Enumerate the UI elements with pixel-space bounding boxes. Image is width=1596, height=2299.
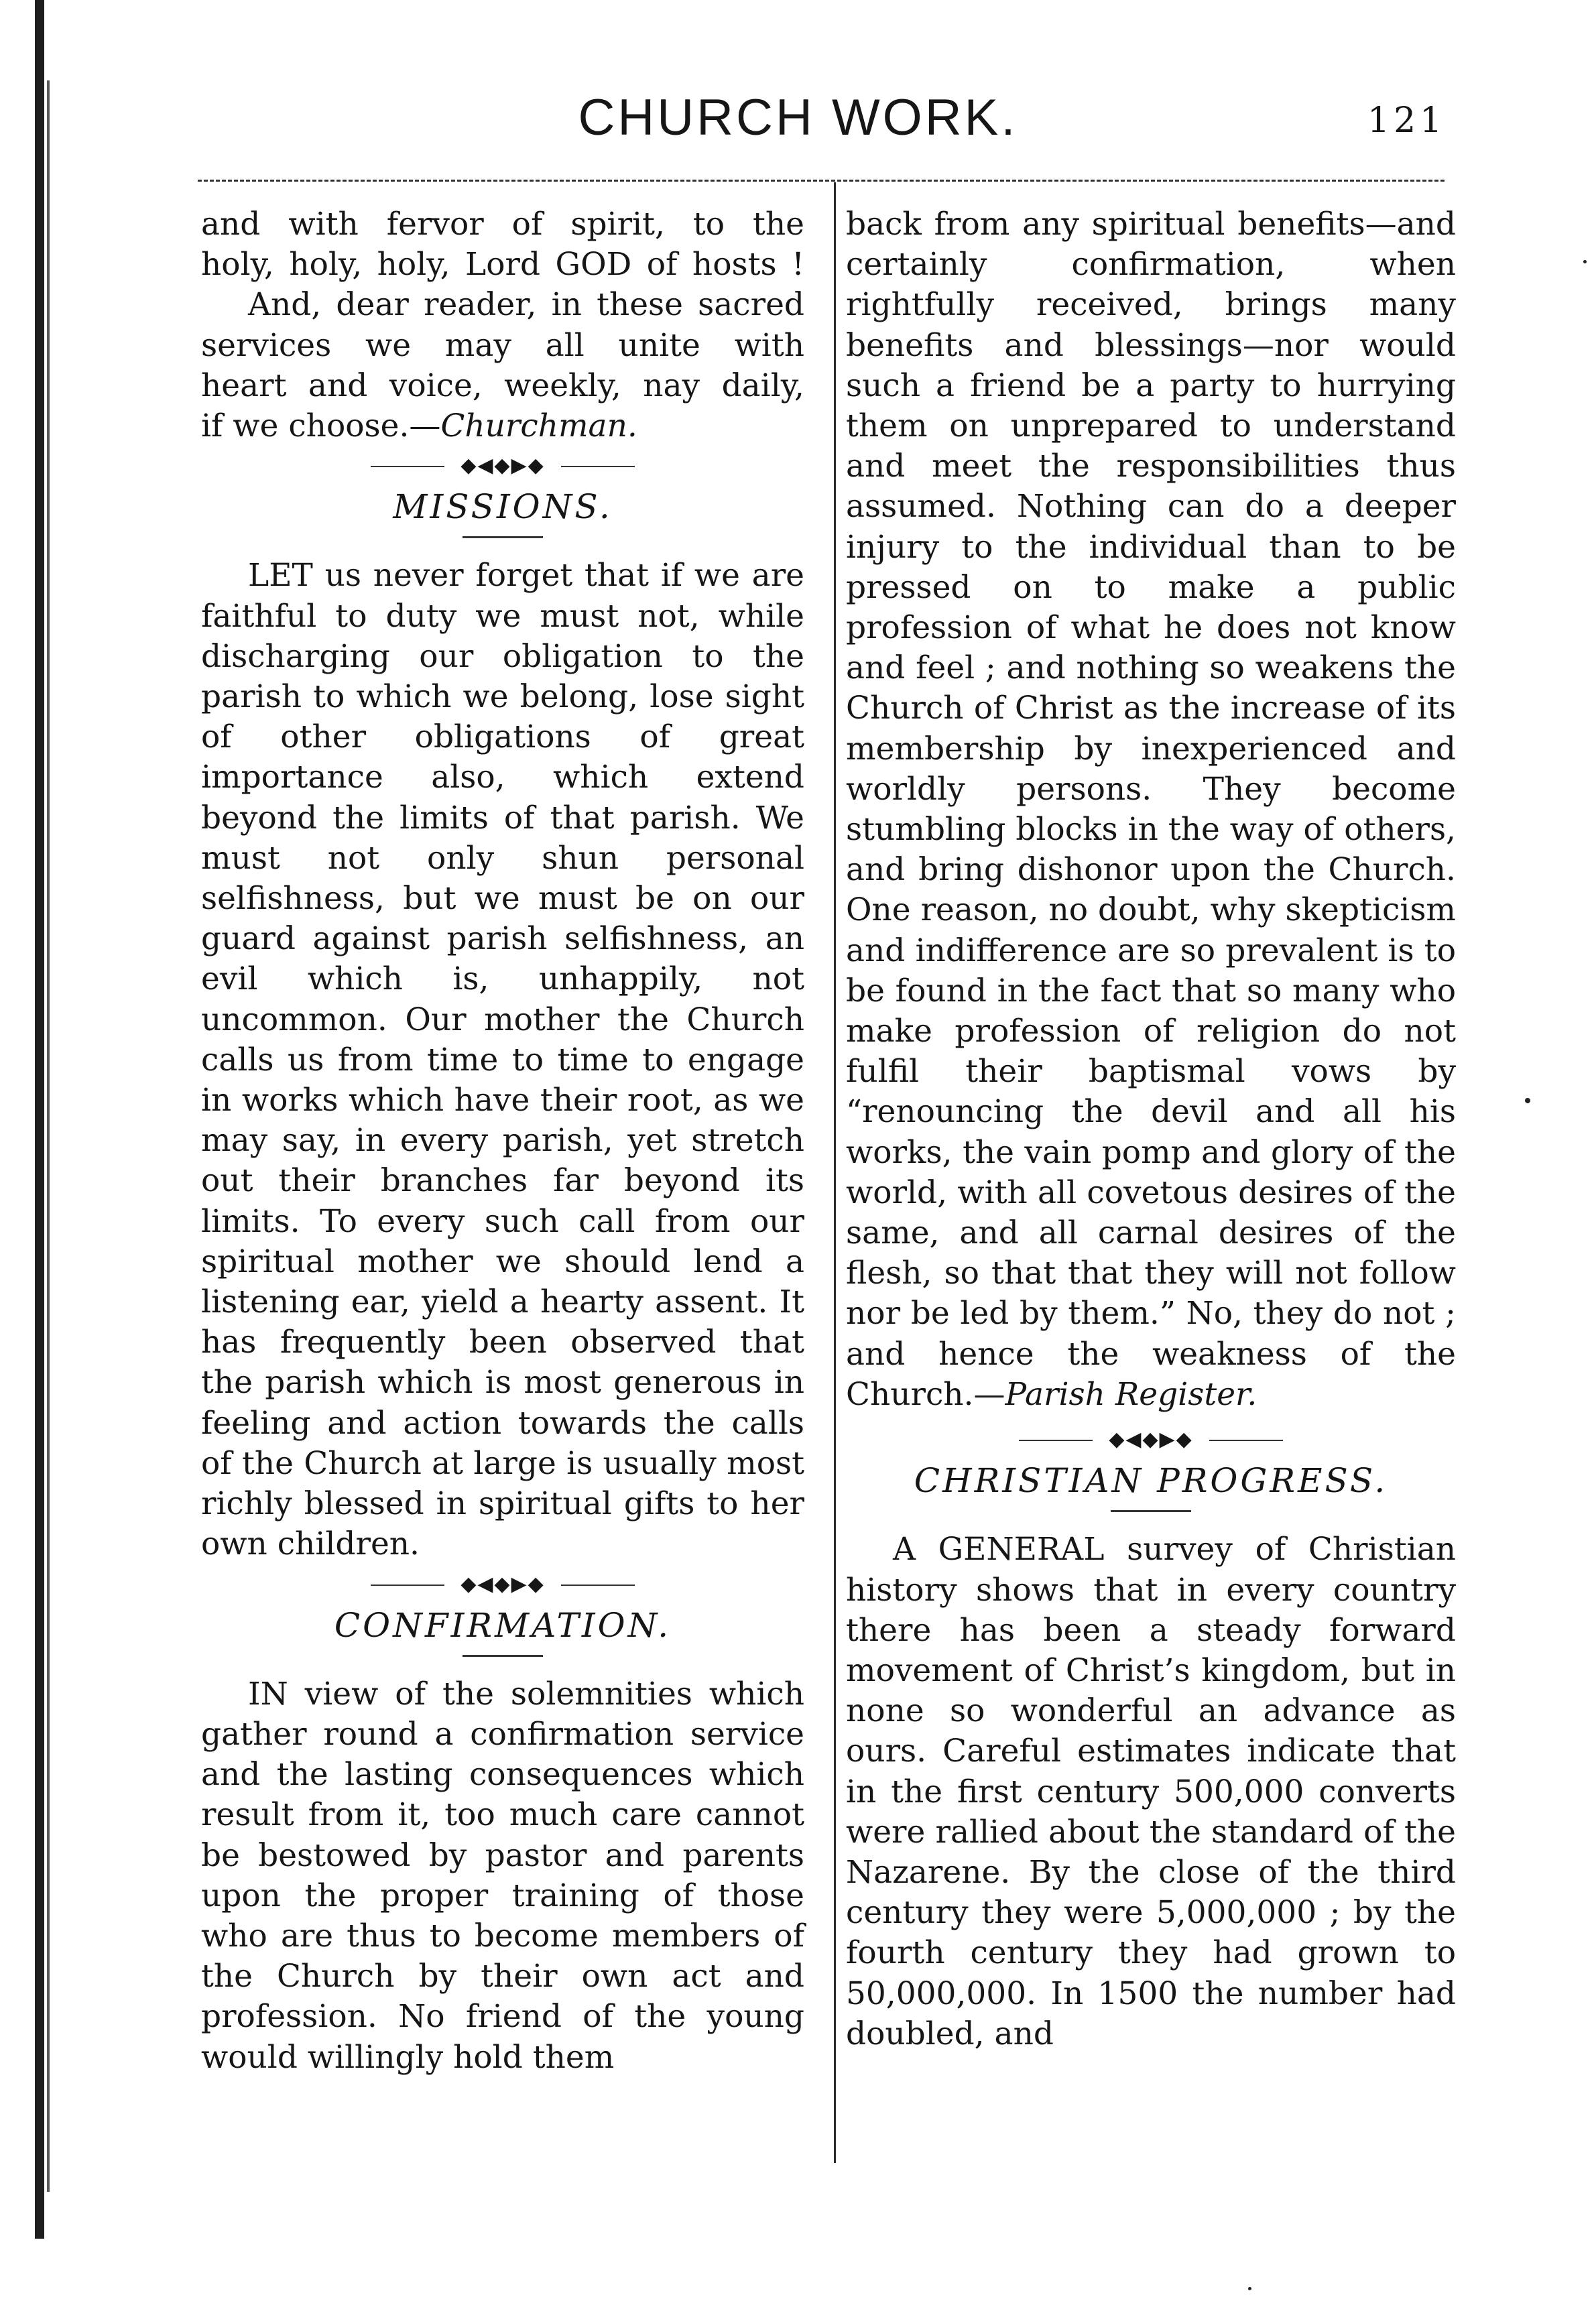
ink-speck (1525, 1098, 1530, 1103)
drop-word: LET (248, 557, 313, 595)
heading-rule (463, 1655, 543, 1657)
binding-edge (35, 0, 44, 2239)
ink-speck (1248, 2287, 1251, 2290)
intro-line: heart and voice, weekly, nay daily, (201, 367, 804, 404)
source-credit: Churchman. (440, 408, 637, 445)
missions-heading: MISSIONS. (393, 487, 613, 527)
drop-word: IN (248, 1675, 288, 1713)
page-number: 121 (1367, 101, 1447, 141)
intro-line: if we choose.— (201, 408, 441, 445)
drop-word: A GENERAL (893, 1531, 1105, 1568)
binding-shadow (47, 80, 50, 2192)
intro-line: and with fervor of spirit, to the (201, 206, 804, 243)
ornament-glyphs: ◆◀◆▶◆ (461, 454, 545, 478)
section-ornament (201, 1569, 804, 1600)
confirmation-continuation (846, 204, 1456, 1415)
header-rule (198, 180, 1445, 182)
column-divider (834, 182, 836, 2163)
intro-line: And, dear reader, in these sacred (248, 286, 804, 324)
heading-rule (463, 536, 543, 538)
missions-text: us never forget that if we are faithful to duty we must not, while discharging our obligation to the parish to which we belong, lose sight of other obligations of great importance also, which extend beyond the limits of that parish. We must not only shun personal selfishness, but we must be on our guard against parish selfishness, an evil which is, unhappily, not uncommon. Our mother the Church calls us from time to time to engage in works which have their root, as we may say, in every parish, yet stretch out their branches far beyond its limits. To every such call from our spiritual mother we should lend a listening ear, yield a hearty assent. It has frequently been observed that the parish which is most generous in feeling and action towards the calls of the Church at large is usually most richly blessed in spiritual gifts to her own children. (201, 557, 804, 1563)
missions-paragraph (201, 556, 804, 1564)
running-head: CHURCH WORK. (578, 89, 1018, 146)
section-ornament (846, 1424, 1456, 1455)
left-column (201, 204, 804, 2078)
confirmation-paragraph (201, 1674, 804, 2078)
ornament-glyphs: ◆◀◆▶◆ (1109, 1428, 1193, 1452)
continuation-text: back from any spiritual benefits—and certainly confirmation, when rightfully received, brings many benefits and blessings—nor would such a friend be a party to hurrying them on unprepared to understand and meet the responsibilities thus assumed. Nothing can do a deeper injury to the individual than to be pressed on to make a public profession of what he does not know and feel ; and nothing so weakens the Church of Christ as the increase of its membership by inexperienced and worldly persons. They become stumbling blocks in the way of others, and bring dishonor upon the Church. One reason, no doubt, why skepticism and indifference are so prevalent is to be found in the fact that so many who make profession of religion do not fulfil their baptismal vows by “renouncing the devil and all his works, the vain pomp and glory of the world, with all covetous desires of the same, and all carnal desires of the flesh, so that that they will not follow nor be led by them.” No, they do not ; and hence the weakness of the Church.— (846, 206, 1456, 1413)
ink-speck (1583, 260, 1587, 263)
right-column (846, 204, 1456, 2054)
heading-rule (1111, 1510, 1191, 1512)
confirmation-heading: CONFIRMATION. (334, 1605, 672, 1645)
progress-text: survey of Christian history shows that in every country there has been a steady forward movement of Christ’s kingdom, but in none so wonderful an advance as ours. Careful estimates indicate that in the first century 500,000 converts were rallied about the standard of the Nazarene. By the close of the third century they were 5,000,000 ; by the fourth century they had grown to 50,000,000. In 1500 the number had doubled, and (846, 1531, 1456, 2052)
source-credit: Parish Register. (1005, 1375, 1257, 1413)
ornament-glyphs: ◆◀◆▶◆ (461, 1572, 545, 1596)
section-ornament (201, 450, 804, 481)
progress-paragraph (846, 1530, 1456, 2054)
intro-line-last (201, 406, 804, 446)
intro-line: holy, holy, holy, Lord GOD of hosts ! (201, 246, 804, 284)
confirmation-text: view of the solemnities which gather round a confirmation service and the lasting consequences which result from it, too much care cannot be bestowed by pastor and parents upon the proper training of those who are thus to become members of the Church by their own act and profession. No friend of the young would willingly hold them (201, 1675, 804, 2076)
progress-heading: CHRISTIAN PROGRESS. (914, 1461, 1388, 1501)
intro-paragraph (201, 204, 804, 446)
intro-line: services we may all unite with (201, 326, 804, 364)
